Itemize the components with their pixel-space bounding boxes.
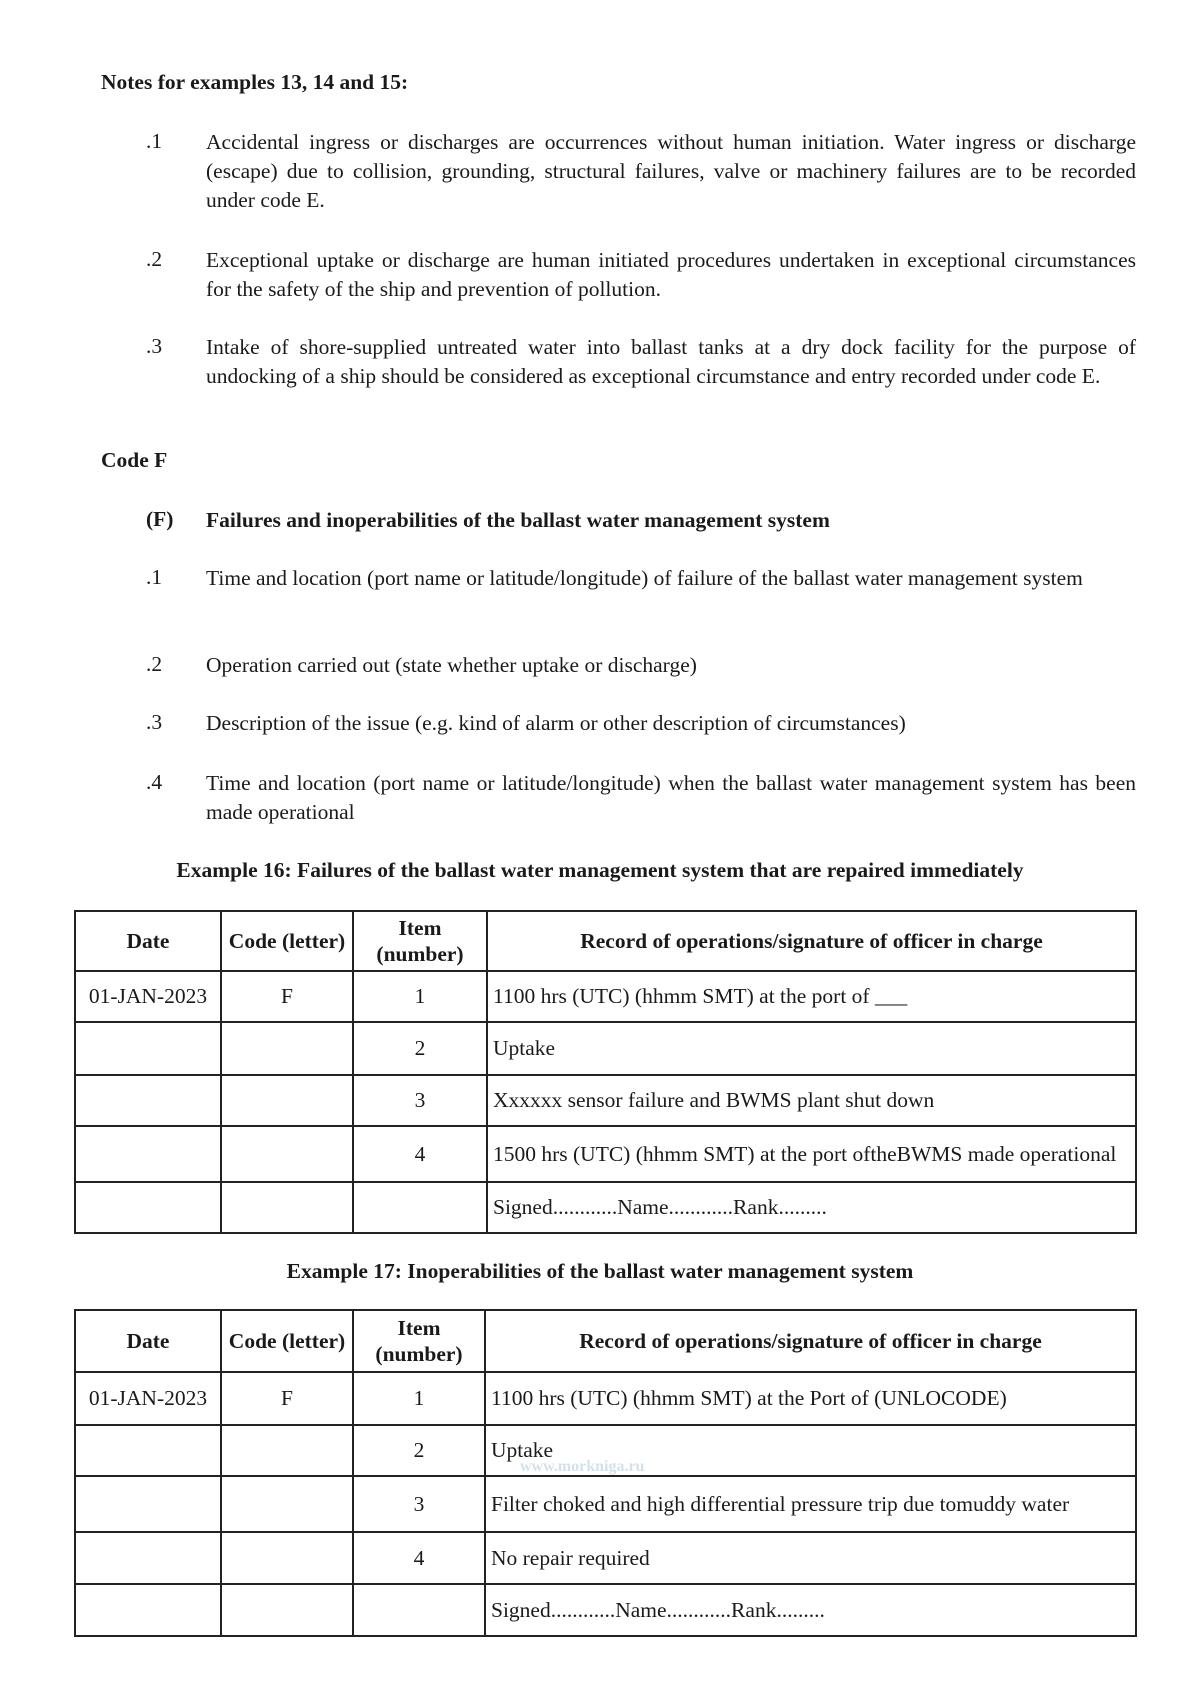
example-16-title: Example 16: Failures of the ballast water management system that are repaired immediately xyxy=(176,858,1024,882)
code-f-heading: Code F xyxy=(101,448,168,472)
signature-row: Signed............Name............Rank......... xyxy=(75,1584,1136,1636)
watermark: www.morkniga.ru xyxy=(520,1458,645,1475)
signature-row: Signed............Name............Rank......... xyxy=(75,1182,1136,1233)
example-16-table xyxy=(74,910,1137,1234)
table-row: 3 Xxxxxx sensor failure and BWMS plant shut down xyxy=(75,1075,1136,1126)
code-f-title: Failures and inoperabilities of the ballast water management system xyxy=(206,508,830,532)
example-17-title: Example 17: Inoperabilities of the ballast water management system xyxy=(286,1259,914,1283)
table-row: 4 1500 hrs (UTC) (hhmm SMT) at the port oftheBWMS made operational xyxy=(75,1126,1136,1182)
table-header-row: Date Code (letter) Item (number) Record of operations/signature of officer in charge xyxy=(75,911,1136,971)
table-row: 3 Filter choked and high differential pressure trip due tomuddy water xyxy=(75,1476,1136,1532)
table-row: 4 No repair required xyxy=(75,1532,1136,1584)
table-row: 01-JAN-2023 F 1 1100 hrs (UTC) (hhmm SMT) at the port of ___ xyxy=(75,971,1136,1022)
table-row: 01-JAN-2023 F 1 1100 hrs (UTC) (hhmm SMT) at the Port of (UNLOCODE) xyxy=(75,1372,1136,1425)
code-f-label: (F) xyxy=(146,507,174,531)
table-row: 2 Uptake xyxy=(75,1425,1136,1476)
table-header-row: Date Code (letter) Item (number) Record of operations/signature of officer in charge xyxy=(75,1310,1136,1372)
table-row: 2 Uptake xyxy=(75,1022,1136,1075)
notes-heading: Notes for examples 13, 14 and 15: xyxy=(101,70,409,94)
